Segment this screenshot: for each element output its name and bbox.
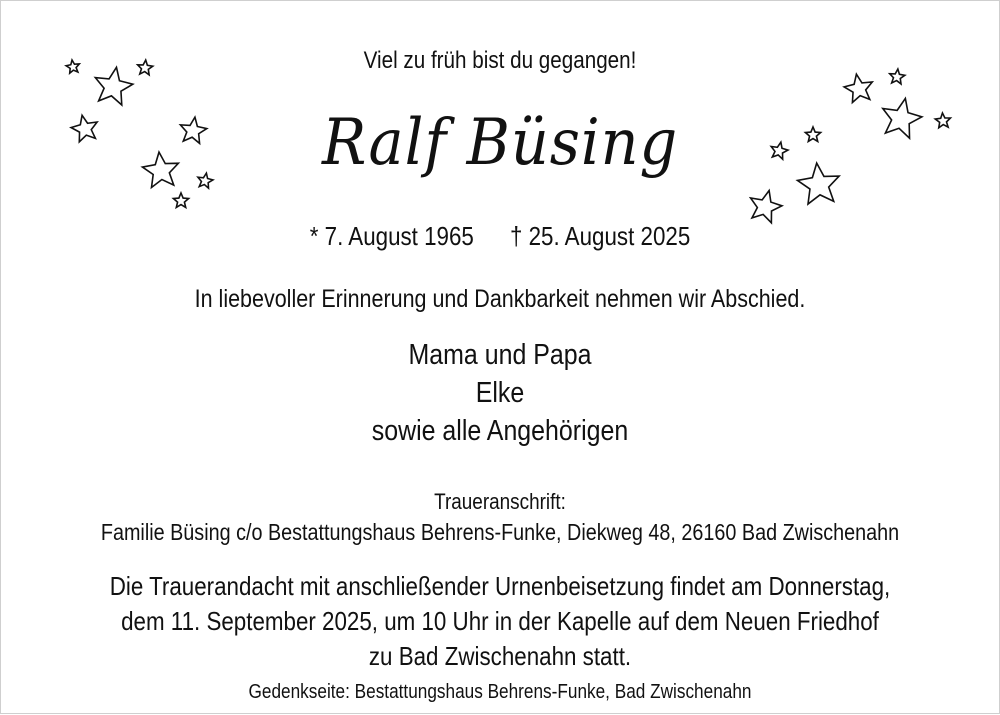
star-outline-icon	[173, 193, 188, 207]
star-outline-icon	[751, 191, 782, 223]
service-info-line: dem 11. September 2025, um 10 Uhr in der Kapelle auf dem Neuen Friedhof	[121, 606, 879, 636]
mourner-line: sowie alle Angehörigen	[371, 415, 629, 447]
life-dates	[71, 221, 929, 252]
service-info-line: zu Bad Zwischenahn statt.	[368, 641, 632, 671]
star-outline-icon	[844, 74, 872, 102]
birth-date: * 7. August 1965	[309, 221, 474, 251]
death-date: † 25. August 2025	[509, 221, 691, 251]
headline: Viel zu früh bist du gegangen!	[363, 47, 637, 74]
mourner-line: Elke	[475, 377, 525, 409]
deceased-name: Ralf Büsing	[321, 106, 679, 180]
mourner-line: Mama und Papa	[408, 339, 592, 371]
intro-text: In liebevoller Erinnerung und Dankbarkeit nehmen wir Abschied.	[194, 285, 806, 313]
address-label: Traueranschrift:	[434, 489, 566, 514]
memorial-page-note: Gedenkseite: Bestattungshaus Behrens-Funke, Bad Zwischenahn	[248, 681, 752, 703]
service-info-line: Die Trauerandacht mit anschließender Urnenbeisetzung findet am Donnerstag,	[109, 571, 891, 601]
mourning-address: Familie Büsing c/o Bestattungshaus Behrens-Funke, Diekweg 48, 26160 Bad Zwischenahn	[100, 519, 900, 545]
